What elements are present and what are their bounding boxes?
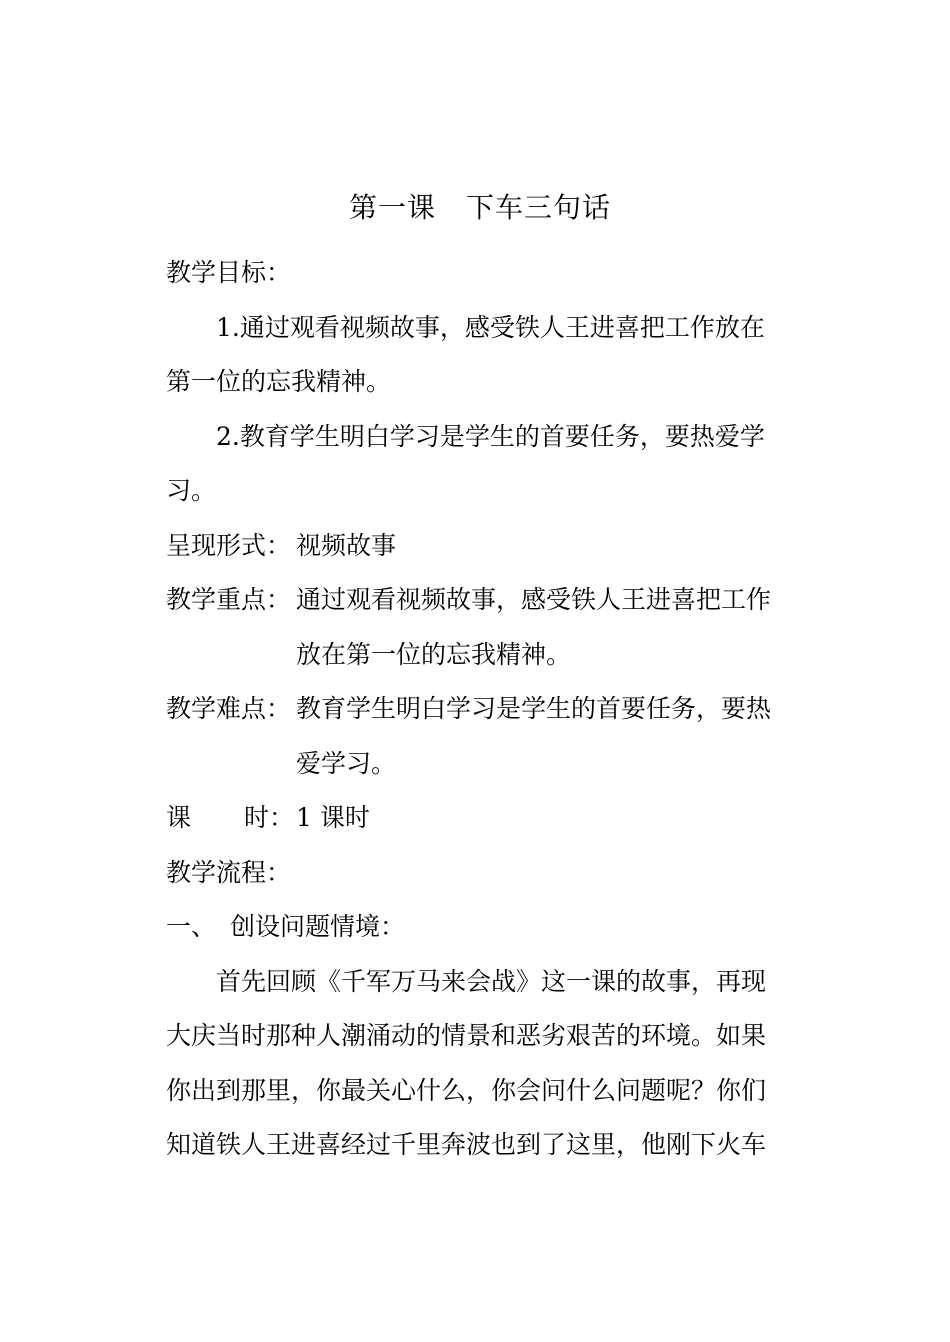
hours-row bbox=[166, 791, 786, 846]
title-lesson-name: 下车三句话 bbox=[466, 191, 612, 224]
flow-heading: 教学流程： bbox=[166, 857, 292, 887]
objectives-heading: 教学目标： bbox=[166, 258, 292, 287]
presentation-label: 呈现形式： bbox=[166, 530, 292, 560]
objective-item-2: 2.教育学生明白学习是学生的首要任务，要热爱学习。 bbox=[166, 421, 765, 505]
lesson-page bbox=[166, 186, 786, 1173]
section-1-number: 一、 bbox=[166, 912, 217, 941]
page-title bbox=[166, 186, 786, 230]
hours-value: 1 课时 bbox=[296, 803, 370, 832]
section-1-paragraph: 首先回顾《千军万马来会战》这一课的故事，再现大庆当时那种人潮涌动的情景和恶劣艰苦的环境。如果你出到那里，你最关心什么，你会问什么问题呢？你们知道铁人王进喜经过千里奔波也到了这里，他刚下火车 bbox=[166, 966, 767, 1159]
section-1-heading bbox=[166, 900, 786, 955]
presentation-row bbox=[166, 519, 786, 574]
key-point-value: 通过观看视频故事，感受铁人王进喜把工作放在第一位的忘我精神。 bbox=[296, 585, 772, 669]
difficulty-value: 教育学生明白学习是学生的首要任务，要热爱学习。 bbox=[296, 694, 772, 778]
section-1-title: 创设问题情境： bbox=[230, 912, 406, 941]
title-lesson-number: 第一课 bbox=[348, 191, 436, 224]
hours-label-first: 课 bbox=[166, 803, 192, 832]
key-point-label: 教学重点： bbox=[166, 585, 292, 614]
difficulty-row bbox=[166, 682, 786, 791]
presentation-value: 视频故事 bbox=[296, 530, 397, 560]
difficulty-label: 教学难点： bbox=[166, 694, 292, 723]
hours-label bbox=[166, 791, 296, 846]
objective-item-1: 1.通过观看视频故事，感受铁人王进喜把工作放在第一位的忘我精神。 bbox=[166, 312, 765, 396]
hours-label-second: 时： bbox=[244, 803, 295, 832]
key-point-row bbox=[166, 573, 786, 682]
